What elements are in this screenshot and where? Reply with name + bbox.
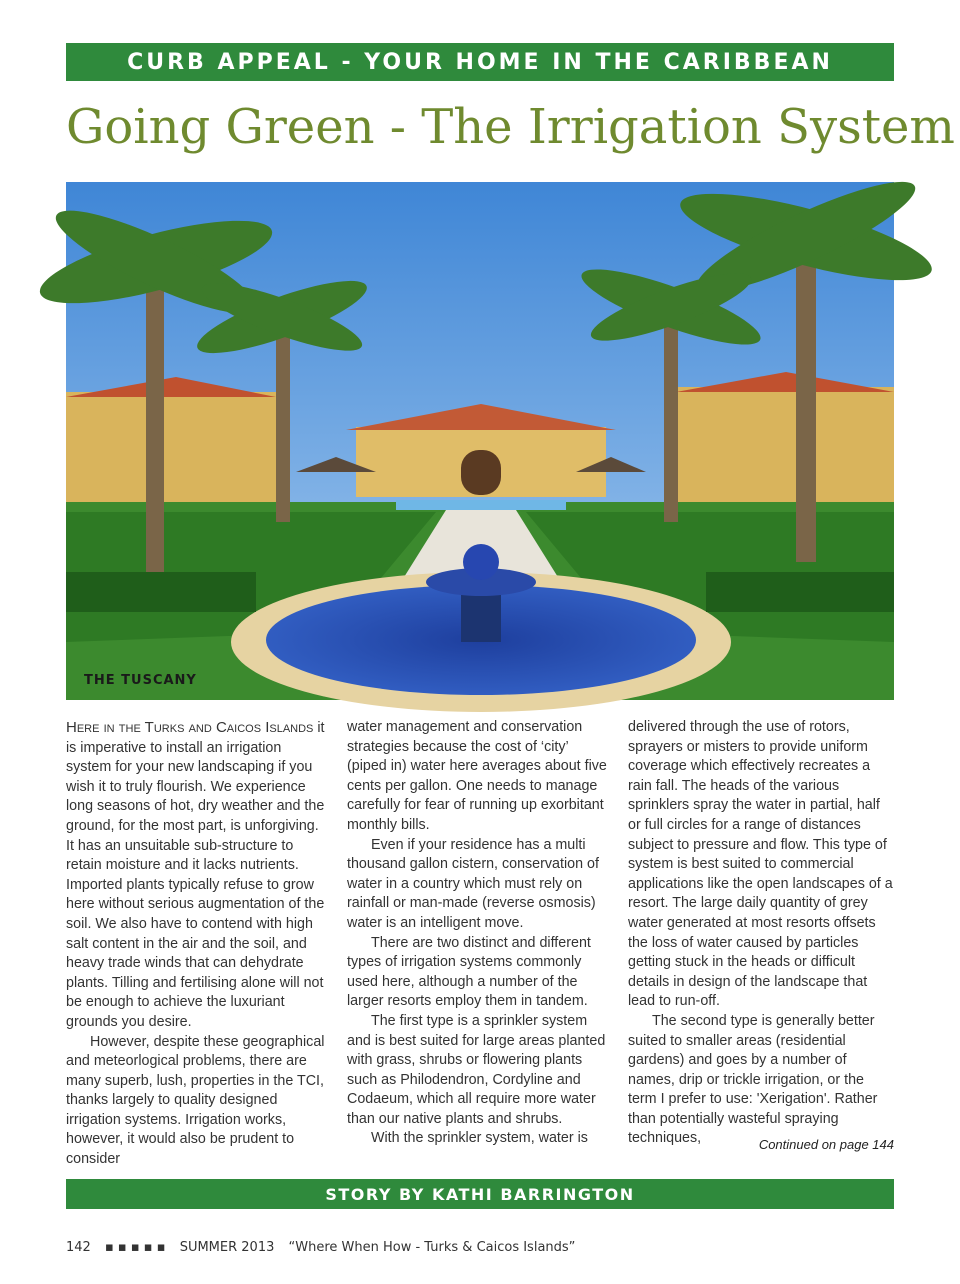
paragraph: Here in the Turks and Caicos Islands it is imperative to install an irrigation system for your new landscaping if you wish it to truly flourish. We experience long seasons of hot, dry weather and the ground, for the most part, is unforgiving. It has an unsuitable sub-structure to retain moisture and it lacks nutrients. Imported plants typically refuse to grow here without serious augmentation of the soil. We also have to contend with high salt content in the air and the soil, and heavy trade winds that can dehydrate plants. Tilling and fertilising alone will not be enough to achieve the luxuriant grounds you desire. [66, 719, 325, 1030]
article-column-3 [628, 718, 894, 1158]
byline-banner [66, 1179, 894, 1209]
paragraph: The second type is generally better suited to smaller areas (residential gardens) and goes by a number of names, drip or trickle irrigation, or the term I prefer to use: 'Xerigation'. Rather than potentially wasteful spraying techniques, [628, 1012, 878, 1147]
byline: STORY BY KATHI BARRINGTON [325, 1184, 635, 1204]
footer-dots: ▪ ▪ ▪ ▪ ▪ [104, 1240, 166, 1255]
paragraph: With the sprinkler system, water is [371, 1130, 588, 1147]
paragraph: However, despite these geographical and meteorlogical problems, there are many superb, lush, properties in the TCI, thanks largely to quality designed irrigation systems. Irrigation works, however, it would also be prudent to consider [66, 1033, 325, 1168]
paragraph: The first type is a sprinkler system and is best suited for large areas planted with grass, shrubs or flowering plants such as Philodendron, Cordyline and Codaeum, which all require more water than our native plants and shrubs. [347, 1012, 606, 1127]
photo-caption: THE TUSCANY [84, 673, 197, 688]
paragraph: Even if your residence has a multi thousand gallon cistern, conservation of water in a country which must rely on rainfall or man-made (reverse osmosis) water is an intelligent move. [347, 836, 599, 931]
article-column-1 [66, 718, 330, 1168]
section-banner [66, 43, 894, 81]
continued-note: Continued on page 144 [758, 1137, 894, 1152]
page-footer [66, 1240, 894, 1255]
page-number: 142 [66, 1240, 91, 1255]
paragraph: water management and conservation strategies because the cost of ‘city’ (piped in) water here averages about five cents per gallon. One needs to manage carefully for fear of running up exorbitant monthly bills. [347, 719, 607, 833]
publication-name: “Where When How - Turks & Caicos Islands” [288, 1240, 576, 1255]
paragraph: There are two distinct and different types of irrigation systems commonly used here, although a number of the larger resorts employ them in tandem. [347, 934, 591, 1010]
paragraph: delivered through the use of rotors, sprayers or misters to provide uniform coverage which effectively recreates a rain fall. The heads of the various sprinklers spray the water in partial, half or full circles for a range of distances subject to pressure and flow. This type of system is best suited to commercial applications like the open landscapes of a resort. The large daily quantity of grey water generated at most resorts offsets the loss of water caused by particles getting stuck in the heads or difficult details in design of the landscape that lead to run-off. [628, 719, 893, 1010]
resort-courtyard-illustration [66, 182, 894, 700]
section-label: CURB APPEAL - YOUR HOME IN THE CARIBBEAN [127, 49, 833, 75]
article-column-2 [347, 718, 611, 1158]
lead-in: Here in the Turks and Caicos Islands [66, 719, 314, 736]
issue-date: SUMMER 2013 [179, 1240, 275, 1255]
hero-photo [66, 182, 894, 700]
article-title: Going Green - The Irrigation System [66, 99, 955, 155]
